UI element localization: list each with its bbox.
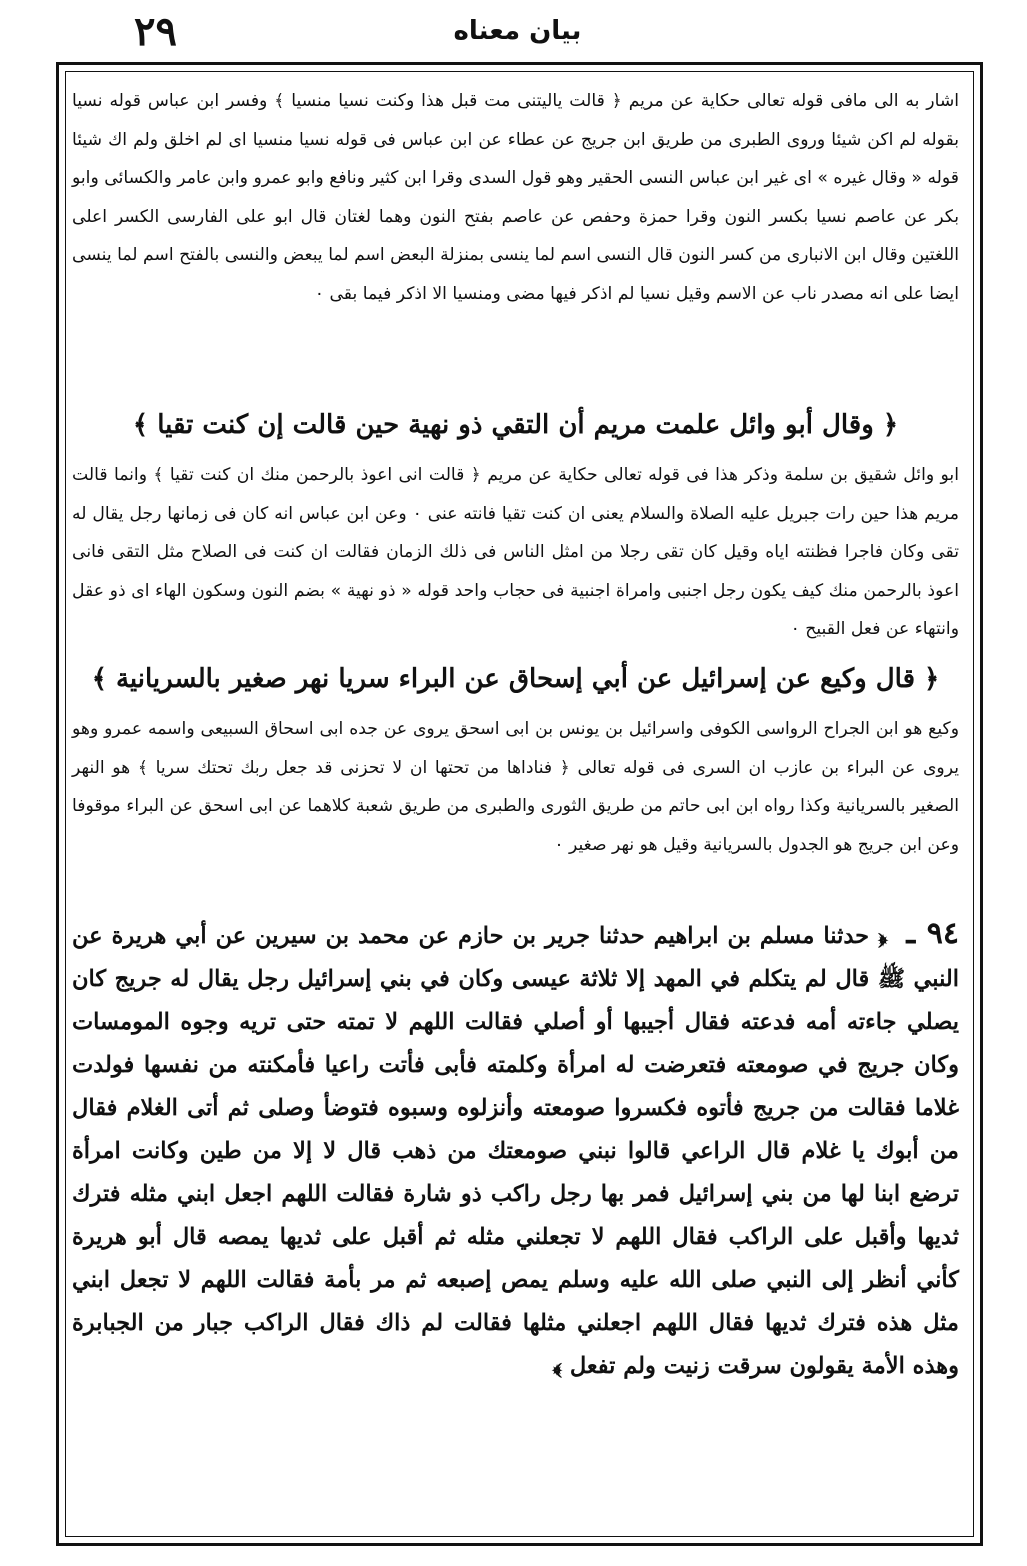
section-heading-waki: ﴿ قال وكيع عن إسرائيل عن أبي إسحاق عن البراء سريا نهر صغير بالسريانية ﴾: [91, 664, 940, 694]
section-heading-abu-wail: ﴿ وقال أبو وائل علمت مريم أن التقي ذو نهية حين قالت إن كنت تقيا ﴾: [132, 410, 899, 440]
hadith-number: ٩٤ ـ: [906, 916, 959, 951]
page-header: [40, 8, 995, 54]
commentary-paragraph-1: اشار به الى مافى قوله تعالى حكاية عن مريم ﴿ قالت ياليتنى مت قبل هذا وكنت نسيا منسيا ﴾ وفسر ابن عباس قوله نسيا بقوله لم اكن شيئا وروى الطبرى من طريق ابن جريج عن عطاء عن ابن عباس فى قوله نسيا منسيا اى لم اخلق ولم اك شيئا قوله « وقال غيره » اى غير ابن عباس النسى الحقير وهو قول السدى وقرا ابن كثير ونافع وابو عمرو وابن عامر والكسائى وابو بكر عن عاصم نسيا بكسر النون وقرا حمزة وحفص عن عاصم بفتح النون وهما لغتان قال ابو على الفارسى الكسر اعلى اللغتين وقال ابن الانبارى من كسر النون قال النسى اسم لما ينسى بمنزلة البعض اسم لما يبعض والنسى بالفتح اسم لما ينسى ايضا على انه مصدر ناب عن الاسم وقيل نسيا لم اذكر فيها مضى ومنسيا الا اذكر فيما بقى ٠: [72, 91, 959, 304]
commentary-paragraph-3: وكيع هو ابن الجراح الرواسى الكوفى واسرائيل بن يونس بن ابى اسحق يروى عن جده ابى اسحاق السبيعى واسمه عمرو وهو يروى عن البراء بن عازب ان السرى فى قوله تعالى ﴿ فناداها من تحتها ان لا تحزنى قد جعل ربك تحتك سريا ﴾ هو النهر الصغير بالسريانية وكذا رواه ابن ابى حاتم من طريق الثورى والطبرى من طريق شعبة كلاهما عن ابى اسحق عن البراء موقوفا وعن ابن جريج هو الجدول بالسريانية وقيل هو نهر صغير ٠: [72, 719, 959, 855]
hadith-text: [72, 912, 959, 1388]
hadith-body: ﴿ حدثنا مسلم بن ابراهيم حدثنا جرير بن حازم عن محمد بن سيرين عن أبي هريرة عن النبي ﷺ قال لم يتكلم في المهد إلا ثلاثة عيسى وكان في بني إسرائيل رجل يقال له جريج كان يصلي جاءته أمه فدعته فقال أجيبها أو أصلي فقالت اللهم لا تمته حتى تريه وجوه المومسات وكان جريج في صومعته فتعرضت له امرأة وكلمته فأبى فأتت راعيا فأمكنته من نفسها فولدت غلاما فقالت من جريج فأتوه فكسروا صومعته وأنزلوه وسبوه فتوضأ وصلى ثم أتى الغلام فقال من أبوك يا غلام قال الراعي قالوا نبني صومعتك من ذهب قال لا إلا من طين وكانت امرأة ترضع ابنا لها من بني إسرائيل فمر بها رجل راكب ذو شارة فقالت اللهم اجعل ابني مثله فترك ثديها وأقبل على الراكب فقال اللهم لا تجعلني مثله ثم أقبل على ثديها يمصه قال أبو هريرة كأني أنظر إلى النبي صلى الله عليه وسلم يمص إصبعه ثم مر بأمة فقالت اللهم لا تجعل ابني مثل هذه فترك ثديها فقال اللهم اجعلني مثلها فقالت لم ذاك فقال الراكب جبار من الجبابرة وهذه الأمة يقولون سرقت زنيت ولم تفعل ﴾: [72, 923, 959, 1379]
running-title: بيان معناه: [453, 16, 582, 46]
page-number: ٢٩: [134, 8, 177, 55]
commentary-paragraph-2: ابو وائل شقيق بن سلمة وذكر هذا فى قوله تعالى حكاية عن مريم ﴿ قالت انى اعوذ بالرحمن منك ان كنت تقيا ﴾ وانما قالت مريم هذا حين رات جبريل عليه الصلاة والسلام يعنى ان كنت تقيا فانته عنى ٠ وعن ابن عباس انه كان فى زمانها رجل يقال له تقى وكان فاجرا فظنته اياه وقيل كان تقى رجلا من امثل الناس فى ذلك الزمان فقالت ان كنت فى الصلاح مثل التقى فانى اعوذ بالرحمن منك كيف يكون رجل اجنبى وامراة اجنبية فى حجاب واحد قوله « ذو نهية » بضم النون وسكون الهاء اى ذو عقل وانتهاء عن فعل القبيح ٠: [72, 465, 960, 639]
page-content: [72, 82, 959, 1532]
